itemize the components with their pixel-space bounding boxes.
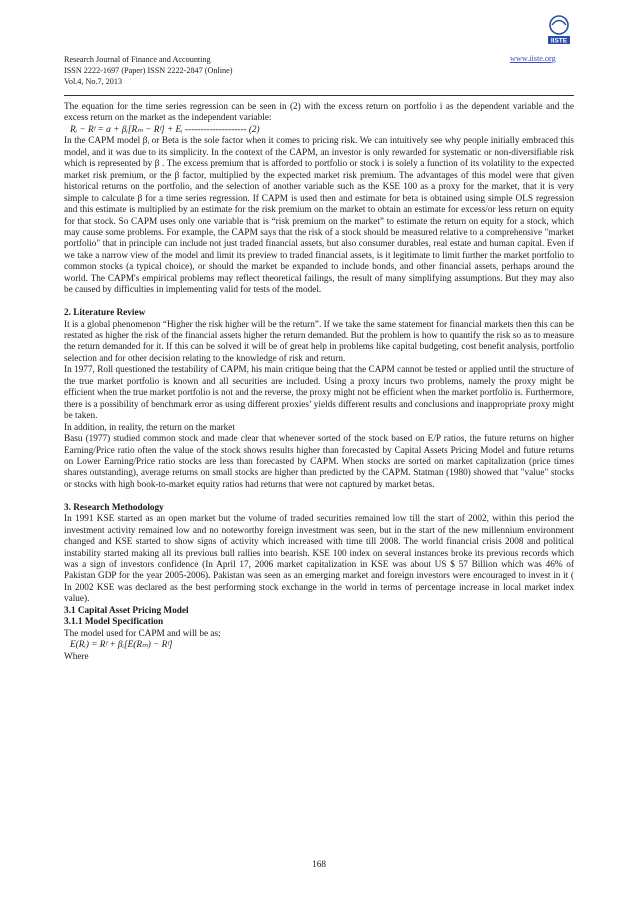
where-label: Where bbox=[64, 651, 89, 662]
paragraph-lit-4: Basu (1977) studied common stock and made clear that whenever sorted of the stock based on E/P ratios, the future returns on higher Earning/Price ratio often the value of the stock shows results higher than forecasted by Capital Assets Pricing Model and future returns on Lower Earning/Price ratio stocks are less than forecasted by CAPM. When stocks are sorted on market capitalization (price times shares outstanding), average returns on small stocks are higher than predicted by the CAPM. Statman (1980) showed that "value" stocks or stocks with high book-to-market equity ratios had returns that were not captured by market betas. bbox=[64, 434, 574, 490]
paragraph-method-1: In 1991 KSE started as an open market but the volume of traded securities remained low till the start of 2002, within this period the investment activity remained low and no noteworthy foreign investment was seen, but in the start of the new millennium environment changed and KSE started to show signs of activity which increased with time till 2008. The world financial crisis 2008 and political instability started making all its previous bull rallies into bearish. KSE 100 index on several instances broke its previous records which was a sign of investors confidence (In April 17, 2006 market capitalization in KSE was about US $ 57 Billion which was 46% of Pakistan GDP for the year 2005-2006). Pakistan was seen as an emerging market and foreign investors were encouraged to invest in it ( In 2002 KSE was declared as the best performing stock exchange in the world in terms of percentage increase in local market index value). bbox=[64, 514, 574, 605]
logo-text: IISTE bbox=[550, 37, 568, 45]
paragraph-model-spec: The model used for CAPM and will be as; bbox=[64, 628, 221, 639]
paragraph-lit-2: In 1977, Roll questioned the testability of CAPM, his main critique being that the CAPM cannot be tested or applied until the structure of the true market portfolio is known and all securities are included. Using a proxy incurs two problems, namely the proxy might be efficient when the true market portfolio is not and the reverse, the proxy might not be efficient when the market portfolio is. Furthermore, there is a possibility of benchmark error as using different proxies’ yields different results and conclusions and inappropriate proxy might be taken. bbox=[64, 365, 574, 422]
subsection-title-model-spec: 3.1.1 Model Specification bbox=[64, 617, 164, 628]
paragraph-intro: The equation for the time series regression can be seen in (2) with the excess return on portfolio i as the dependent variable and the excess return on the market as the independent variable: bbox=[64, 102, 574, 124]
journal-issn: ISSN 2222-1697 (Paper) ISSN 2222-2847 (Online) bbox=[64, 66, 233, 76]
section-title-research-methodology: 3. Research Methodology bbox=[64, 502, 164, 513]
paragraph-lit-1: It is a global phenomenon “Higher the risk higher will be the return”. If we take the same statement for financial markets then this can be restated as higher the risk of the financial assets higher the return demanded. But the problem is how to quantify the risk so as to measure the return demanded for it. If this can be solved it will be of great help in problems like capital budgeting, cost benefit analysis, portfolio selection and for other decision relating to the knowledge of risk and return. bbox=[64, 319, 574, 364]
subsection-title-capm: 3.1 Capital Asset Pricing Model bbox=[64, 605, 189, 616]
iiste-logo-icon bbox=[544, 12, 574, 46]
page-header bbox=[64, 54, 233, 88]
paragraph-lit-3: In addition, in reality, the return on the market bbox=[64, 422, 235, 433]
paragraph-capm: In the CAPM model βᵢ or Beta is the sole factor when it comes to pricing risk. We can intuitively see why people initially embraced this model, and it was due to its simplicity. In the context of the CAPM, an investor is only rewarded for systematic or non-diversifiable risk which is represented by β . The excess premium that is afforded to portfolio or stock i is solely a function of its volatility to the expected market risk premium, or the β factor, multiplied by the expected market risk premium. The advantages of this model were that given historical returns on the portfolio, and the selection of another variable such as the KSE 100 as a proxy for the market, that it is very simple to calculate β for a time series regression. If CAPM is used then and estimate for beta is obtained using simple OLS regression and this estimate is multiplied by an estimate for the risk premium on the market to obtain an estimate for excess/or less return on equity for that stock. So CAPM uses only one variable that is “risk premium on the market” to estimate the return on equity for a stock, which may cause some problems. For example, the CAPM says that the risk of a stock should be measured relative to a comprehensive "market portfolio" that in principle can include not just traded financial assets, but also consumer durables, real estate and human capital. Even if we take a narrow view of the model and limit its preview to traded financial assets, is it legitimate to limit further the market portfolio to common stocks (a typical choice), or should the market be expanded to include bonds, and other financial assets, perhaps around the world. The CAPM's empirical problems may reflect theoretical failings, the result of many simplifying assumptions. But they may also be caused by difficulties in implementing valid for tests of the model. bbox=[64, 136, 574, 296]
equation-2: Rᵢ − Rᶠ = α + βᵢ[Rₘ − Rᶠ] + Eᵢ -------------------- (2) bbox=[70, 124, 260, 135]
journal-volume: Vol.4, No.7, 2013 bbox=[64, 77, 123, 87]
section-title-literature-review: 2. Literature Review bbox=[64, 308, 146, 319]
journal-url-link[interactable]: www.iiste.org bbox=[510, 54, 556, 63]
article-body bbox=[64, 102, 574, 663]
page-number: 168 bbox=[312, 860, 326, 870]
journal-name: Research Journal of Finance and Accounting bbox=[64, 55, 211, 64]
equation-capm: E(Rᵢ) = Rᶠ + βᵢ[E(Rₘ) − Rᶠ] bbox=[70, 640, 173, 651]
header-divider bbox=[64, 95, 574, 96]
